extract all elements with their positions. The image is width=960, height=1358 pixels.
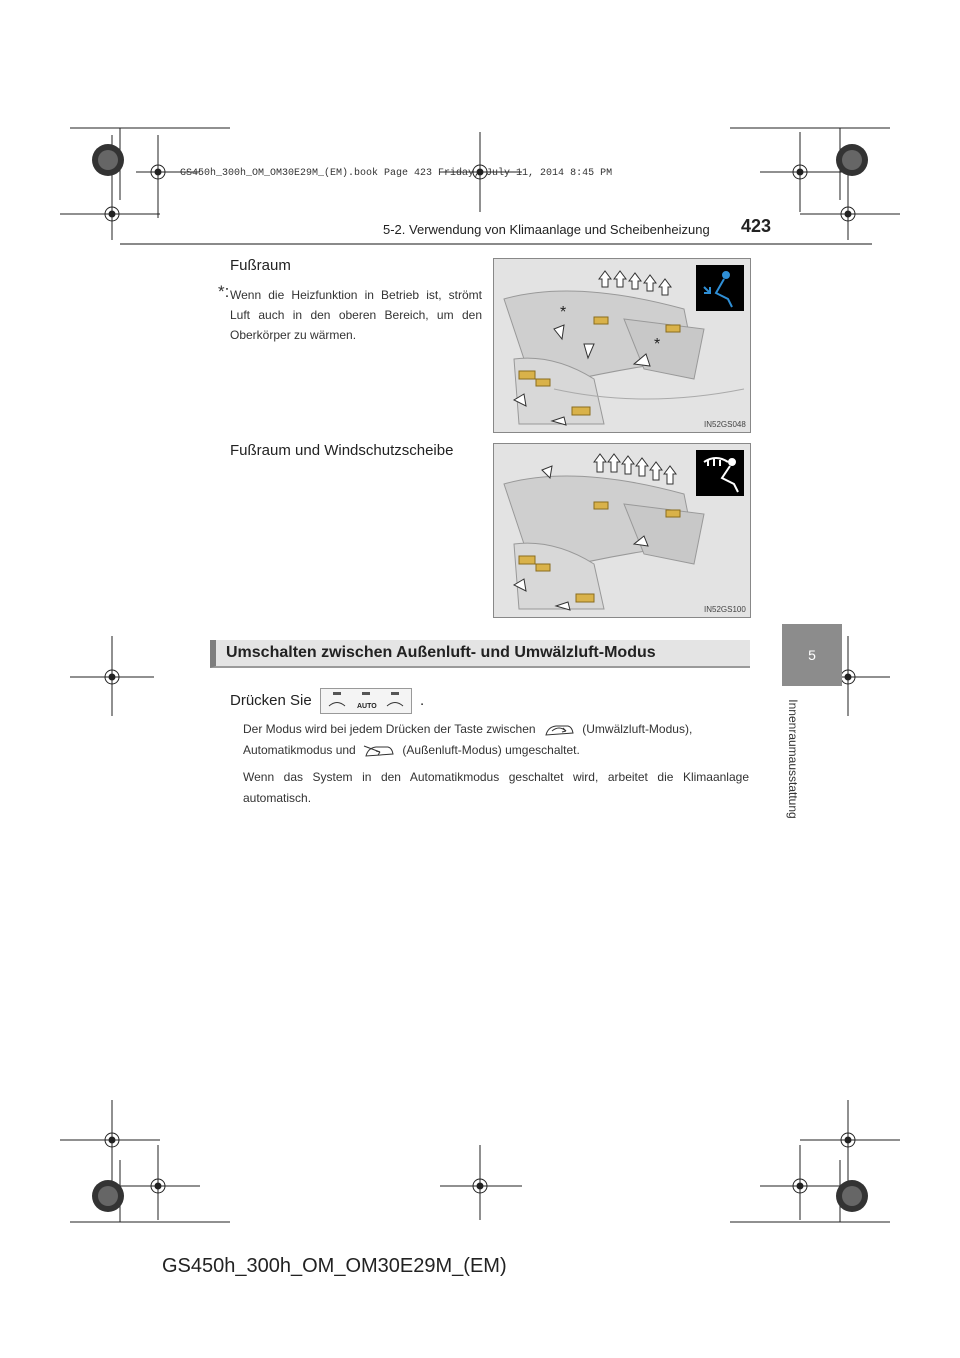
chapter-title: Innenraumausstattung [786,699,800,819]
chapter-side-title [786,694,800,824]
car-interior-illustration-2 [494,444,750,617]
section-header-title: 5-2. Verwendung von Klimaanlage und Scheibenheizung [383,222,710,237]
heading-footwell-windshield: Fußraum und Windschutzscheibe [230,442,454,459]
figure-footwell-windshield [493,443,751,618]
book-info-line: GS450h_300h_OM_OM30E29M_(EM).book Page 423 Friday, July 11, 2014 8:45 PM [180,168,613,179]
figure-footwell [493,258,751,433]
heading-footwell: Fußraum [230,257,291,274]
p1-part-c: Automatikmodus und [243,743,356,757]
air-intake-button-icon [321,689,411,713]
car-interior-illustration [494,259,750,432]
header-rule [120,243,872,245]
air-intake-button[interactable] [320,688,412,714]
figure-star-1: * [560,304,567,321]
auto-label: AUTO [356,703,377,710]
footwell-note [218,282,482,345]
auto-mode-paragraph: Wenn das System in den Automatikmodus geschaltet wird, arbeitet die Klimaanlage automatisch. [243,770,749,805]
p1-part-b: (Umwälzluft-Modus), [582,722,693,736]
model-code-footer: GS450h_300h_OM_OM30E29M_(EM) [162,1255,507,1277]
p1-part-a: Der Modus wird bei jedem Drücken der Taste zwischen [243,722,536,736]
section-heading: Umschalten zwischen Außenluft- und Umwälzluft-Modus [226,644,656,661]
press-prefix: Drücken Sie [230,691,312,709]
recirculation-icon [542,721,576,739]
note-marker: *: [218,282,230,301]
chapter-number: 5 [808,647,816,663]
p1-part-d: (Außenluft-Modus) umgeschaltet. [402,743,580,757]
outside-air-icon [362,742,396,760]
figure-code-footwell-windshield: IN52GS100 [704,605,746,614]
press-instruction [230,688,424,714]
figure-star-2: * [654,336,661,353]
press-suffix: . [420,691,425,709]
chapter-tab [782,624,842,686]
figure-code-footwell: IN52GS048 [704,420,746,429]
page-number: 423 [741,216,772,236]
mode-cycle-paragraph [243,719,749,761]
section-heading-bar [210,640,750,668]
note-text: Wenn die Heizfunktion in Betrieb ist, strömt Luft auch in den oberen Bereich, um den Oberkörper zu wärmen. [230,288,482,342]
